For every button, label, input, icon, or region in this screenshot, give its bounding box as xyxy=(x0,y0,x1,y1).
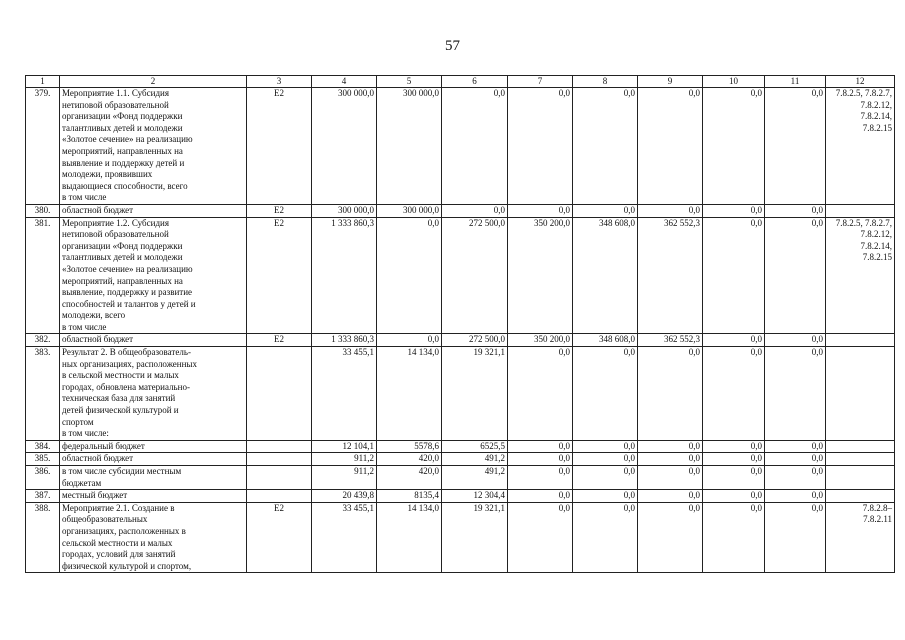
cell-year-2023: 0,0 xyxy=(638,466,703,490)
header-cell-8: 8 xyxy=(573,76,638,88)
cell-year-2023: 0,0 xyxy=(638,502,703,573)
cell-row-number: 379. xyxy=(26,88,60,205)
cell-year-2019: 8135,4 xyxy=(377,490,442,503)
cell-description: местный бюджет xyxy=(60,490,247,503)
cell-year-2025: 0,0 xyxy=(765,217,826,334)
cell-year-2020: 272 500,0 xyxy=(442,217,508,334)
cell-code xyxy=(247,490,312,503)
cell-year-2020: 12 304,4 xyxy=(442,490,508,503)
cell-row-number: 382. xyxy=(26,334,60,347)
cell-year-2022: 0,0 xyxy=(573,502,638,573)
cell-year-2019: 300 000,0 xyxy=(377,88,442,205)
cell-year-2021: 0,0 xyxy=(508,204,573,217)
header-cell-5: 5 xyxy=(377,76,442,88)
cell-row-number: 385. xyxy=(26,453,60,466)
cell-year-2025: 0,0 xyxy=(765,334,826,347)
page-number: 57 xyxy=(445,38,460,54)
cell-year-2024: 0,0 xyxy=(703,217,765,334)
cell-total: 1 333 860,3 xyxy=(312,217,377,334)
cell-description: Мероприятие 1.1. Субсидия нетиповой образовательной организации «Фонд поддержки талантливых детей и молодежи «Золотое сечение» на реализацию мероприятий, направленных на выявление и поддержку детей и молодежи, проявивших выдающиеся способности, всего в том числе xyxy=(60,88,247,205)
cell-description: федеральный бюджет xyxy=(60,440,247,453)
cell-year-2022: 0,0 xyxy=(573,440,638,453)
cell-year-2022: 0,0 xyxy=(573,466,638,490)
table-row xyxy=(26,204,895,217)
cell-year-2022: 348 608,0 xyxy=(573,217,638,334)
cell-row-number: 388. xyxy=(26,502,60,573)
cell-indicators: 7.8.2.5, 7.8.2.7, 7.8.2.12, 7.8.2.14, 7.8.2.15 xyxy=(826,88,895,205)
cell-year-2022: 0,0 xyxy=(573,204,638,217)
cell-year-2020: 272 500,0 xyxy=(442,334,508,347)
cell-year-2025: 0,0 xyxy=(765,490,826,503)
cell-year-2023: 0,0 xyxy=(638,490,703,503)
cell-code: Е2 xyxy=(247,204,312,217)
cell-indicators: 7.8.2.5, 7.8.2.7, 7.8.2.12, 7.8.2.14, 7.8.2.15 xyxy=(826,217,895,334)
cell-code xyxy=(247,453,312,466)
cell-year-2024: 0,0 xyxy=(703,466,765,490)
cell-year-2021: 0,0 xyxy=(508,347,573,441)
cell-indicators xyxy=(826,347,895,441)
cell-description: областной бюджет xyxy=(60,204,247,217)
table-row xyxy=(26,334,895,347)
cell-year-2019: 420,0 xyxy=(377,466,442,490)
cell-year-2020: 6525,5 xyxy=(442,440,508,453)
cell-year-2025: 0,0 xyxy=(765,88,826,205)
table-row xyxy=(26,490,895,503)
cell-description: Мероприятие 2.1. Создание в общеобразовательных организациях, расположенных в сельской местности и малых городах, условий для занятий физической культурой и спортом, xyxy=(60,502,247,573)
cell-year-2023: 0,0 xyxy=(638,204,703,217)
cell-code xyxy=(247,440,312,453)
cell-year-2024: 0,0 xyxy=(703,334,765,347)
header-cell-11: 11 xyxy=(765,76,826,88)
cell-indicators xyxy=(826,490,895,503)
cell-year-2023: 0,0 xyxy=(638,440,703,453)
cell-year-2019: 300 000,0 xyxy=(377,204,442,217)
cell-code: Е2 xyxy=(247,217,312,334)
cell-year-2024: 0,0 xyxy=(703,88,765,205)
cell-year-2022: 348 608,0 xyxy=(573,334,638,347)
cell-year-2021: 350 200,0 xyxy=(508,334,573,347)
cell-year-2020: 491,2 xyxy=(442,453,508,466)
cell-total: 33 455,1 xyxy=(312,347,377,441)
cell-year-2020: 0,0 xyxy=(442,88,508,205)
header-row xyxy=(26,76,895,88)
cell-year-2021: 0,0 xyxy=(508,490,573,503)
cell-year-2019: 420,0 xyxy=(377,453,442,466)
cell-year-2021: 0,0 xyxy=(508,88,573,205)
cell-year-2022: 0,0 xyxy=(573,347,638,441)
cell-year-2025: 0,0 xyxy=(765,440,826,453)
cell-description: Мероприятие 1.2. Субсидия нетиповой образовательной организации «Фонд поддержки талантливых детей и молодежи «Золотое сечение» на реализацию мероприятий, направленных на выявление, поддержку и развитие способностей и талантов у детей и молодежи, всего в том числе xyxy=(60,217,247,334)
cell-year-2023: 362 552,3 xyxy=(638,217,703,334)
cell-year-2024: 0,0 xyxy=(703,440,765,453)
cell-year-2021: 0,0 xyxy=(508,440,573,453)
cell-year-2021: 0,0 xyxy=(508,453,573,466)
cell-year-2022: 0,0 xyxy=(573,453,638,466)
cell-row-number: 384. xyxy=(26,440,60,453)
cell-description: областной бюджет xyxy=(60,453,247,466)
cell-total: 12 104,1 xyxy=(312,440,377,453)
header-cell-6: 6 xyxy=(442,76,508,88)
cell-code: Е2 xyxy=(247,502,312,573)
cell-code: Е2 xyxy=(247,88,312,205)
cell-year-2023: 0,0 xyxy=(638,88,703,205)
cell-total: 300 000,0 xyxy=(312,88,377,205)
cell-description: в том числе субсидии местным бюджетам xyxy=(60,466,247,490)
cell-code: Е2 xyxy=(247,334,312,347)
cell-total: 300 000,0 xyxy=(312,204,377,217)
header-cell-9: 9 xyxy=(638,76,703,88)
cell-year-2019: 14 134,0 xyxy=(377,347,442,441)
cell-indicators xyxy=(826,334,895,347)
cell-indicators: 7.8.2.8– 7.8.2.11 xyxy=(826,502,895,573)
header-cell-1: 1 xyxy=(26,76,60,88)
cell-indicators xyxy=(826,204,895,217)
cell-year-2022: 0,0 xyxy=(573,490,638,503)
cell-indicators xyxy=(826,453,895,466)
cell-row-number: 383. xyxy=(26,347,60,441)
table-row xyxy=(26,440,895,453)
cell-year-2023: 362 552,3 xyxy=(638,334,703,347)
cell-total: 33 455,1 xyxy=(312,502,377,573)
cell-year-2019: 0,0 xyxy=(377,334,442,347)
table-row xyxy=(26,347,895,441)
cell-year-2025: 0,0 xyxy=(765,453,826,466)
header-cell-7: 7 xyxy=(508,76,573,88)
cell-row-number: 380. xyxy=(26,204,60,217)
cell-year-2023: 0,0 xyxy=(638,347,703,441)
cell-total: 1 333 860,3 xyxy=(312,334,377,347)
table-row xyxy=(26,217,895,334)
cell-year-2022: 0,0 xyxy=(573,88,638,205)
cell-description: Результат 2. В общеобразователь- ных организациях, расположенных в сельской местности и малых городах, обновлена материально- техническая база для занятий детей физической культурой и спортом в том числе: xyxy=(60,347,247,441)
cell-year-2020: 0,0 xyxy=(442,204,508,217)
header-cell-3: 3 xyxy=(247,76,312,88)
cell-year-2021: 350 200,0 xyxy=(508,217,573,334)
cell-row-number: 387. xyxy=(26,490,60,503)
cell-indicators xyxy=(826,440,895,453)
cell-description: областной бюджет xyxy=(60,334,247,347)
cell-year-2025: 0,0 xyxy=(765,466,826,490)
cell-total: 20 439,8 xyxy=(312,490,377,503)
cell-year-2024: 0,0 xyxy=(703,502,765,573)
cell-year-2019: 14 134,0 xyxy=(377,502,442,573)
header-cell-12: 12 xyxy=(826,76,895,88)
cell-year-2021: 0,0 xyxy=(508,502,573,573)
cell-year-2024: 0,0 xyxy=(703,204,765,217)
cell-code xyxy=(247,466,312,490)
cell-row-number: 381. xyxy=(26,217,60,334)
cell-code xyxy=(247,347,312,441)
cell-indicators xyxy=(826,466,895,490)
header-cell-4: 4 xyxy=(312,76,377,88)
cell-row-number: 386. xyxy=(26,466,60,490)
cell-year-2019: 0,0 xyxy=(377,217,442,334)
cell-year-2024: 0,0 xyxy=(703,347,765,441)
budget-table xyxy=(25,75,895,573)
header-cell-2: 2 xyxy=(60,76,247,88)
cell-year-2025: 0,0 xyxy=(765,204,826,217)
cell-year-2020: 491,2 xyxy=(442,466,508,490)
table-row xyxy=(26,453,895,466)
cell-year-2024: 0,0 xyxy=(703,453,765,466)
cell-total: 911,2 xyxy=(312,453,377,466)
cell-year-2020: 19 321,1 xyxy=(442,347,508,441)
cell-year-2024: 0,0 xyxy=(703,490,765,503)
table-row xyxy=(26,466,895,490)
cell-year-2025: 0,0 xyxy=(765,347,826,441)
header-cell-10: 10 xyxy=(703,76,765,88)
cell-year-2019: 5578,6 xyxy=(377,440,442,453)
cell-total: 911,2 xyxy=(312,466,377,490)
cell-year-2020: 19 321,1 xyxy=(442,502,508,573)
cell-year-2025: 0,0 xyxy=(765,502,826,573)
cell-year-2021: 0,0 xyxy=(508,466,573,490)
cell-year-2023: 0,0 xyxy=(638,453,703,466)
table-row xyxy=(26,88,895,205)
table-row xyxy=(26,502,895,573)
